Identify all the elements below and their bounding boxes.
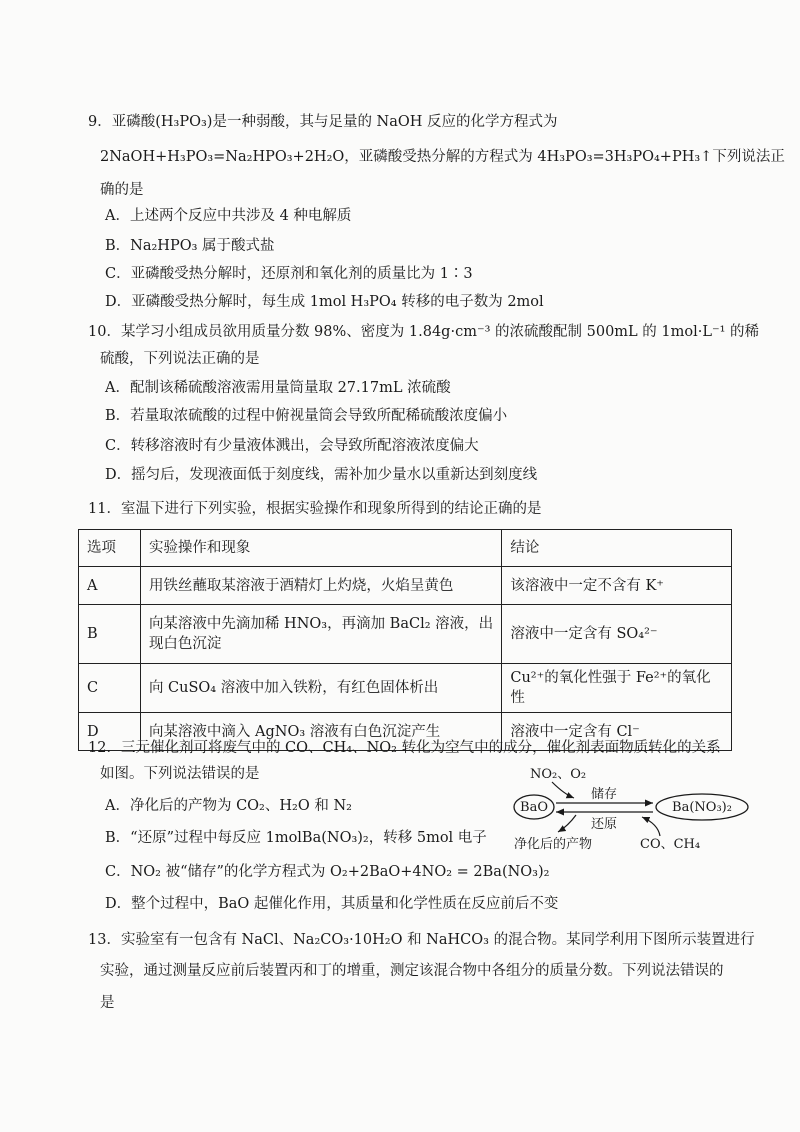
question-9-stem-cont: 2NaOH+H₃PO₃=Na₂HPO₃+2H₂O，亚磷酸受热分解的方程式为 4H₃PO₃=3H₃PO₄+PH₃↑下列说法正 — [100, 149, 785, 165]
table-row — [79, 664, 732, 713]
question-9-option-b: B．Na₂HPO₃ 属于酸式盐 — [105, 238, 275, 254]
question-12-option-b: B．“还原”过程中每反应 1molBa(NO₃)₂，转移 5mol 电子 — [105, 830, 487, 846]
table-cell: A — [79, 567, 141, 605]
table-row — [79, 567, 732, 605]
table-header-conclusion: 结论 — [502, 530, 732, 567]
bao-label: BaO — [520, 800, 548, 815]
table-header-operation: 实验操作和现象 — [140, 530, 501, 567]
table-cell: 该溶液中一定不含有 K⁺ — [502, 567, 732, 605]
input-curve-arrow — [552, 782, 574, 798]
table-row — [79, 605, 732, 664]
question-9-stem: 9．亚磷酸(H₃PO₃)是一种弱酸，其与足量的 NaOH 反应的化学方程式为 — [88, 114, 558, 130]
question-12-stem-cont: 如图。下列说法错误的是 — [100, 766, 260, 782]
table-cell: 向 CuSO₄ 溶液中加入铁粉，有红色固体析出 — [140, 664, 501, 713]
catalyst-cycle-diagram — [512, 760, 752, 860]
question-10-stem: 10．某学习小组成员欲用质量分数 98%、密度为 1.84g·cm⁻³ 的浓硫酸配制 500mL 的 1mol·L⁻¹ 的稀 — [88, 324, 760, 340]
question-9-option-c: C．亚磷酸受热分解时，还原剂和氧化剂的质量比为 1∶3 — [105, 266, 473, 282]
question-10-option-b: B．若量取浓硫酸的过程中俯视量筒会导致所配稀硫酸浓度偏小 — [105, 408, 508, 424]
question-10-stem-cont: 硫酸，下列说法正确的是 — [100, 351, 260, 367]
table-header-option: 选项 — [79, 530, 141, 567]
table-cell: Cu²⁺的氧化性强于 Fe²⁺的氧化性 — [502, 664, 732, 713]
question-10-option-c: C．转移溶液时有少量液体溅出，会导致所配溶液浓度偏大 — [105, 438, 479, 454]
reductant-curve-arrow — [642, 817, 660, 836]
question-12-stem: 12．三元催化剂可将废气中的 CO、CH₄、NO₂ 转化为空气中的成分，催化剂表面物质转化的关系 — [88, 740, 721, 756]
question-13-stem: 13．实验室有一包含有 NaCl、Na₂CO₃·10H₂O 和 NaHCO₃ 的混合物。某同学利用下图所示装置进行 — [88, 932, 755, 948]
diagram-output-label: 净化后的产物 — [514, 837, 593, 852]
diagram-input-label: NO₂、O₂ — [530, 767, 587, 782]
diagram-reductant-label: CO、CH₄ — [640, 837, 701, 852]
ba-nitrate-label: Ba(NO₃)₂ — [672, 800, 732, 815]
question-9-option-a: A．上述两个反应中共涉及 4 种电解质 — [105, 208, 352, 224]
table-cell: B — [79, 605, 141, 664]
table-cell: D — [79, 713, 141, 751]
question-9-stem-end: 确的是 — [100, 182, 144, 198]
table-cell: 向某溶液中滴入 AgNO₃ 溶液有白色沉淀产生 — [140, 713, 501, 751]
question-13-stem-cont: 实验，通过测量反应前后装置丙和丁的增重，测定该混合物中各组分的质量分数。下列说法错误的 — [100, 963, 724, 979]
table-cell: 溶液中一定含有 SO₄²⁻ — [502, 605, 732, 664]
question-12-option-c: C．NO₂ 被“储存”的化学方程式为 O₂+2BaO+4NO₂ = 2Ba(NO₃)₂ — [105, 864, 550, 880]
experiment-table — [78, 529, 732, 751]
question-10-option-a: A．配制该稀硫酸溶液需用量筒量取 27.17mL 浓硫酸 — [105, 380, 451, 396]
table-header-row — [79, 530, 732, 567]
output-curve-arrow — [558, 815, 576, 832]
table-cell: C — [79, 664, 141, 713]
table-cell: 向某溶液中先滴加稀 HNO₃，再滴加 BaCl₂ 溶液，出现白色沉淀 — [140, 605, 501, 664]
question-13-stem-end: 是 — [100, 995, 115, 1011]
table-cell: 用铁丝蘸取某溶液于酒精灯上灼烧，火焰呈黄色 — [140, 567, 501, 605]
question-10-option-d: D．摇匀后，发现液面低于刻度线，需补加少量水以重新达到刻度线 — [105, 467, 538, 483]
reduce-label: 还原 — [590, 817, 618, 832]
question-11-stem: 11．室温下进行下列实验，根据实验操作和现象所得到的结论正确的是 — [88, 501, 542, 517]
question-9-option-d: D．亚磷酸受热分解时，每生成 1mol H₃PO₄ 转移的电子数为 2mol — [105, 294, 544, 310]
store-label: 储存 — [590, 787, 618, 802]
question-12-option-a: A．净化后的产物为 CO₂、H₂O 和 N₂ — [105, 798, 352, 814]
table-cell: 溶液中一定含有 Cl⁻ — [502, 713, 732, 751]
question-12-option-d: D．整个过程中，BaO 起催化作用，其质量和化学性质在反应前后不变 — [105, 896, 559, 912]
